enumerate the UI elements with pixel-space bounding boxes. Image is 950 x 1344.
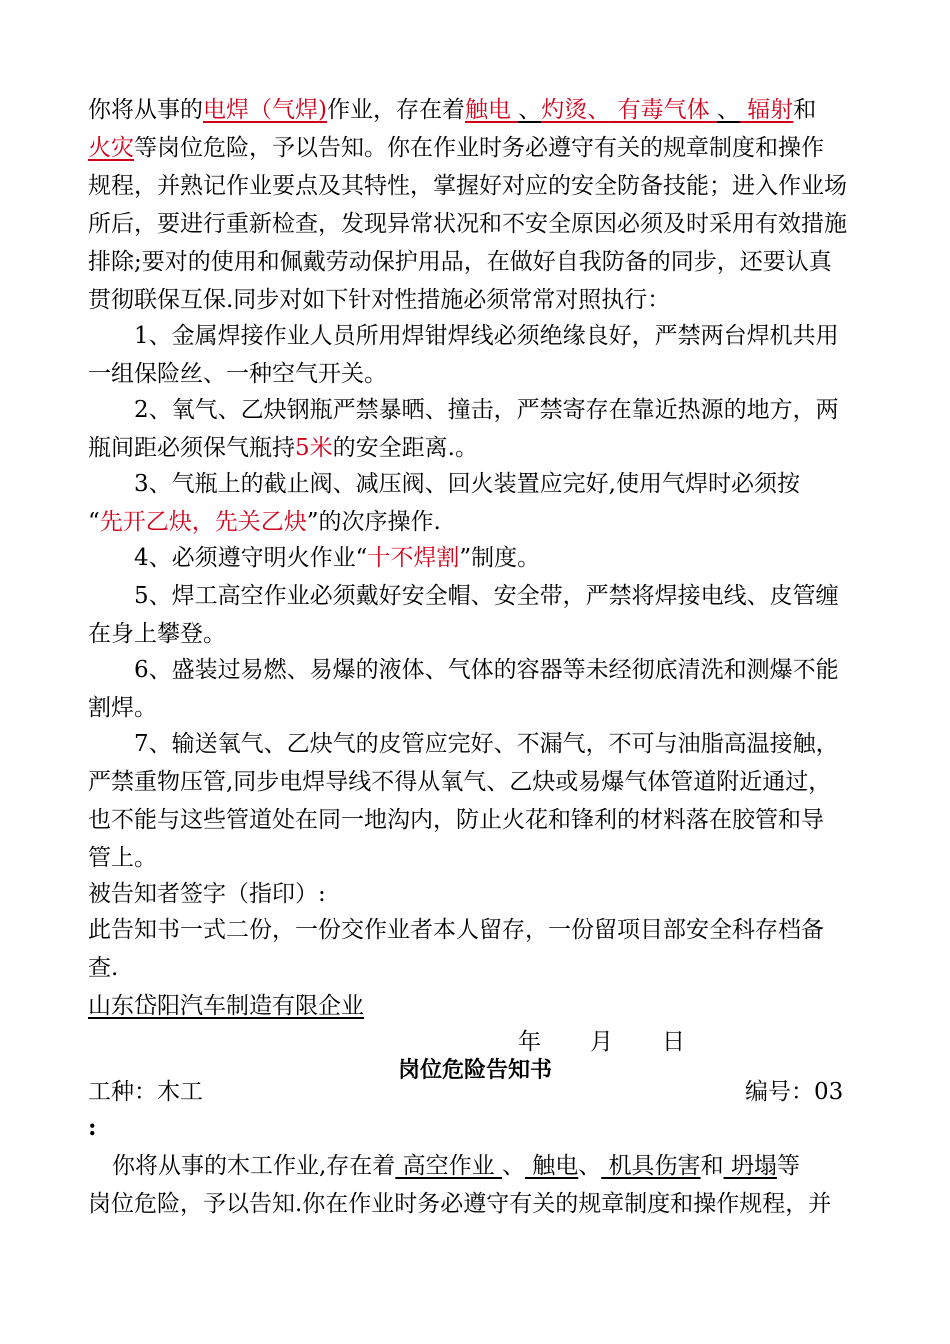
measure-4-line-1: [134, 540, 914, 576]
operation-order: 先开乙炔，先关乙炔: [99, 509, 307, 535]
measure-7-line-1: 7、输送氧气、乙炔气的皮管应完好、不漏气，不可与油脂高温接触，: [134, 731, 839, 757]
hazard-fire: 火灾: [88, 135, 134, 161]
carpentry-line-1: [112, 1148, 892, 1184]
measure-7-line-2: 严禁重物压管,同步电焊导线不得从氧气、乙炔或易爆气体管道附近通过，: [88, 769, 832, 795]
notice-title: 岗位危险告知书: [397, 1058, 552, 1083]
intro-line-6: 贯彻联保互保.同步对如下针对性措施必须常常对照执行：: [88, 287, 671, 313]
measure-3-line-2: [88, 504, 868, 540]
measure-7-line-3: 也不能与这些管道处在同一地沟内，防止火花和锋利的材料落在胶管和导: [88, 807, 824, 833]
text: 4、必须遵守明火作业“: [134, 545, 368, 571]
measure-5-line-2: 在身上攀登。: [88, 621, 226, 647]
number-label: 编号：03: [745, 1079, 844, 1105]
text: 等: [776, 1153, 800, 1179]
hazard-electric-shock: 触电: [524, 1153, 579, 1179]
date-day: 日: [662, 1029, 685, 1055]
text: 等岗位危险，予以告知。你在作业时务必遵守有关的规章制度和操作: [134, 135, 824, 161]
hazard-machinery-injury: 机具伤害: [601, 1153, 701, 1179]
intro-line-4: 所后，要进行重新检查，发现异常状况和不安全原因必须及时采用有效措施: [88, 211, 847, 237]
intro-line-1: [88, 92, 868, 128]
intro-line-5: 排除;要对的使用和佩戴劳动保护用品，在做好自我防备的同步，还要认真: [88, 249, 832, 275]
measure-2-line-1: 2、氧气、乙炔钢瓶严禁暴晒、撞击，严禁寄存在靠近热源的地方，两: [134, 397, 839, 423]
text: 、: [578, 1153, 602, 1179]
copies-note-line-2: 查.: [88, 955, 119, 981]
hazard-height-work: 高空作业: [395, 1153, 502, 1179]
text: 作业，存在着: [326, 97, 465, 123]
text: “: [88, 509, 100, 535]
safe-distance: 5米: [295, 435, 333, 461]
stray-colon: :: [88, 1114, 97, 1141]
hazard-radiation: 辐射: [739, 97, 794, 123]
copies-note-line-1: 此告知书一式二份，一份交作业者本人留存，一份留项目部安全科存档备: [88, 917, 824, 943]
date-year: 年: [518, 1029, 541, 1055]
measure-7-line-4: 管上。: [88, 845, 157, 871]
text: 、: [501, 1153, 525, 1179]
ten-no-welding-rule: 十不焊割: [367, 545, 460, 571]
company-name-text: 山东岱阳汽车制造有限企业: [88, 993, 364, 1019]
text: 、: [716, 97, 740, 123]
text: 你将从事的木工作业,存在着: [112, 1153, 396, 1179]
text: 瓶间距必须保气瓶持: [88, 435, 295, 461]
measure-6-line-1: 6、盛装过易燃、易爆的液体、气体的容器等未经彻底清洗和测爆不能: [134, 657, 839, 683]
hazard-burn: 灼烫、: [541, 97, 611, 123]
intro-line-2: [88, 130, 868, 166]
hazard-collapse: 坍塌: [723, 1153, 777, 1179]
text: 和: [793, 97, 817, 123]
trade-label: 工种：木工: [88, 1079, 203, 1105]
signature-label: 被告知者签字（指印）:: [88, 881, 326, 907]
text: 、: [518, 97, 542, 123]
measure-1-line-1: 1、金属焊接作业人员所用焊钳焊线必须绝缘良好，严禁两台焊机共用: [134, 323, 839, 349]
text: ”制度。: [459, 545, 541, 571]
measure-2-line-2: [88, 430, 868, 466]
text: 和: [700, 1153, 724, 1179]
measure-1-line-2: 一组保险丝、一种空气开关。: [88, 361, 387, 387]
text: ”的次序操作.: [306, 509, 441, 535]
carpentry-line-2: 岗位危险，予以告知.你在作业时务必遵守有关的规章制度和操作规程，并: [88, 1191, 832, 1217]
company-name: [88, 988, 868, 1024]
intro-line-3: 规程，并熟记作业要点及其特性，掌握好对应的安全防备技能；进入作业场: [88, 173, 847, 199]
hazard-work-type: 电焊（气焊): [203, 97, 327, 123]
measure-3-line-1: 3、气瓶上的截止阀、减压阀、回火装置应完好,使用气焊时必须按: [134, 471, 800, 497]
date-month: 月: [590, 1029, 613, 1055]
hazard-electric-shock: 触电: [464, 97, 519, 123]
text: 的安全距离.。: [332, 435, 478, 461]
text: 你将从事的: [88, 97, 203, 123]
measure-6-line-2: 割焊。: [88, 695, 157, 721]
measure-5-line-1: 5、焊工高空作业必须戴好安全帽、安全带，严禁将焊接电线、皮管缠: [134, 583, 839, 609]
hazard-toxic-gas: 有毒气体: [610, 97, 717, 123]
